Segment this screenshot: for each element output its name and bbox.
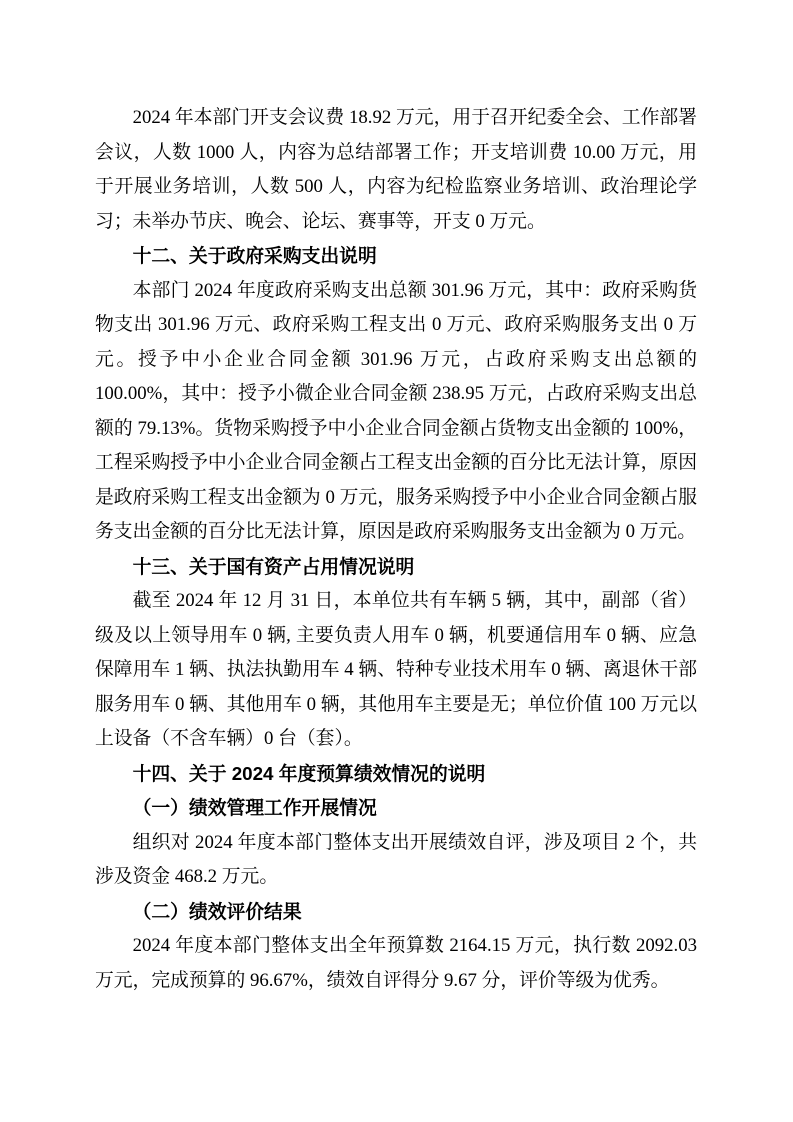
subheading-14-2-performance-result: （二）绩效评价结果	[132, 900, 302, 922]
heading-section-12: 十二、关于政府采购支出说明	[132, 245, 377, 266]
subheading-14-1-performance-work: （一）绩效管理工作开展情况	[132, 797, 377, 818]
para-gov-procurement: 本部门 2024 年度政府采购支出总额 301.96 万元，其中：政府采购货物支出 301.96 万元、政府采购工程支出 0 万元、政府采购服务支出 0 万元。授予中小企业合同金额 301.96 万元，占政府采购支出总额的 100.00%，其中：授予小微企业合同金额 238.95 万元，占政府采购支出总额的 79.13%。货物采购授予中小企业合同金额占货物支出金额的 100%，工程采购授予中小企业合同金额占工程支出金额的百分比无法计算，原因是政府采购工程支出金额为 0 万元，服务采购授予中小企业合同金额占服务支出金额的百分比无法计算，原因是政府采购服务支出金额为 0 万元。	[95, 279, 697, 542]
heading-section-13: 十三、关于国有资产占用情况说明	[132, 555, 415, 577]
para-meeting-training-expense: 2024 年本部门开支会议费 18.92 万元，用于召开纪委全会、工作部署会议，人数 1000 人，内容为总结部署工作；开支培训费 10.00 万元，用于开展业务培训，人数 500 人，内容为纪检监察业务培训、政治理论学习；未举办节庆、晚会、论坛、赛事等，开支 0 万元。	[95, 107, 697, 232]
para-performance-evaluation-result: 2024 年度本部门整体支出全年预算数 2164.15 万元，执行数 2092.03 万元，完成预算的 96.67%，绩效自评得分 9.67 分，评价等级为优秀。	[95, 935, 697, 991]
document-body	[95, 101, 697, 998]
para-state-assets: 截至 2024 年 12 月 31 日，本单位共有车辆 5 辆，其中，副部（省）级及以上领导用车 0 辆, 主要负责人用车 0 辆，机要通信用车 0 辆、应急保障用车 1 辆、执法执勤用车 4 辆、特种专业技术用车 0 辆、离退休干部服务用车 0 辆、其他用车 0 辆，其他用车主要是无；单位价值 100 万元以上设备（不含车辆）0 台（套）。	[95, 590, 697, 749]
heading-section-14: 十四、关于 2024 年度预算绩效情况的说明	[132, 762, 486, 784]
para-performance-self-evaluation: 组织对 2024 年度本部门整体支出开展绩效自评，涉及项目 2 个，共涉及资金 468.2 万元。	[95, 831, 697, 887]
